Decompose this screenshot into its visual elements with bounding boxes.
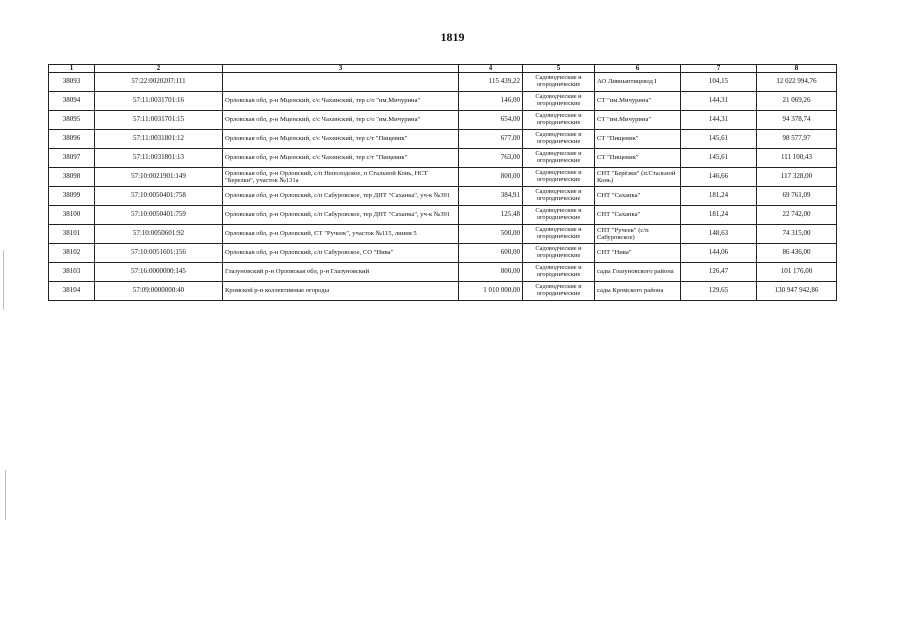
column-header: 1 <box>49 65 95 73</box>
table-row <box>49 111 837 130</box>
land-category-cell: Садоводческие и огороднические <box>523 111 595 130</box>
page-number: 1819 <box>440 30 465 44</box>
table-row <box>49 168 837 187</box>
column-header: 8 <box>757 65 837 73</box>
table-row <box>49 149 837 168</box>
address-cell: Орловская обл, р-н Орловский, с/п Неполодское, п Стальной Конь, НСТ "Березки", участок №131а <box>223 168 459 187</box>
table-row <box>49 130 837 149</box>
cadastral-number-cell: 57:10:0021901:149 <box>95 168 223 187</box>
address-cell: Орловская обл, р-н Мценский, с/с Чахинский, тер с/о "им.Мичурина" <box>223 92 459 111</box>
cadastral-value-cell: 101 176,00 <box>757 263 837 282</box>
organization-name-cell: СНТ "Саханка" <box>595 206 681 225</box>
scan-artifact <box>5 470 6 520</box>
land-category-cell: Садоводческие и огороднические <box>523 282 595 301</box>
row-number-cell: 38104 <box>49 282 95 301</box>
specific-value-cell: 104,15 <box>681 73 757 92</box>
area-cell: 384,91 <box>459 187 523 206</box>
address-cell: Орловская обл, р-н Орловский, с/п Сабуровское, тер ДНТ "Саханка", уч-к №391 <box>223 187 459 206</box>
cadastral-number-cell: 57:11:0031701:16 <box>95 92 223 111</box>
column-header: 2 <box>95 65 223 73</box>
land-category-cell: Садоводческие и огороднические <box>523 263 595 282</box>
land-category-cell: Садоводческие и огороднические <box>523 187 595 206</box>
cadastral-value-cell: 130 947 942,86 <box>757 282 837 301</box>
table-row <box>49 73 837 92</box>
specific-value-cell: 145,61 <box>681 149 757 168</box>
cadastral-value-cell: 94 378,74 <box>757 111 837 130</box>
land-category-cell: Садоводческие и огороднические <box>523 244 595 263</box>
area-cell: 677,00 <box>459 130 523 149</box>
cadastral-number-cell: 57:10:0051601:156 <box>95 244 223 263</box>
table-row <box>49 206 837 225</box>
address-cell: Орловская обл, р-н Мценский, с/с Чахинский, тер с/т "Пищевик" <box>223 130 459 149</box>
address-cell: Кромской р-н коллективные огороды <box>223 282 459 301</box>
cadastral-number-cell: 57:10:0050601:92 <box>95 225 223 244</box>
specific-value-cell: 146,66 <box>681 168 757 187</box>
land-category-cell: Садоводческие и огороднические <box>523 225 595 244</box>
organization-name-cell: СТ "Пищевик" <box>595 149 681 168</box>
row-number-cell: 38100 <box>49 206 95 225</box>
row-number-cell: 38094 <box>49 92 95 111</box>
organization-name-cell: СТ "им.Мичурина" <box>595 111 681 130</box>
cadastral-value-cell: 98 577,97 <box>757 130 837 149</box>
organization-name-cell: АО Ливнынтицевод I <box>595 73 681 92</box>
scan-artifact <box>3 250 4 310</box>
address-cell: Орловская обл, р-н Мценский, с/с Чахинский, тер с/т "Пищевик" <box>223 149 459 168</box>
column-header: 4 <box>459 65 523 73</box>
column-header: 7 <box>681 65 757 73</box>
cadastral-number-cell: 57:09:0000000:40 <box>95 282 223 301</box>
table-row <box>49 282 837 301</box>
land-category-cell: Садоводческие и огороднические <box>523 149 595 168</box>
cadastral-value-cell: 74 315,00 <box>757 225 837 244</box>
table-row <box>49 263 837 282</box>
column-header: 3 <box>223 65 459 73</box>
cadastral-value-cell: 117 328,00 <box>757 168 837 187</box>
specific-value-cell: 148,63 <box>681 225 757 244</box>
row-number-cell: 38096 <box>49 130 95 149</box>
specific-value-cell: 181,24 <box>681 187 757 206</box>
organization-name-cell: СНТ "Берёзки" (п.Стальной Конь) <box>595 168 681 187</box>
cadastral-number-cell: 57:10:0050401:759 <box>95 206 223 225</box>
area-cell: 115 439,22 <box>459 73 523 92</box>
row-number-cell: 38101 <box>49 225 95 244</box>
cadastral-value-cell: 22 742,00 <box>757 206 837 225</box>
specific-value-cell: 144,31 <box>681 92 757 111</box>
address-cell: Глазуновский р-н Орловская обл, р-н Глазуновский <box>223 263 459 282</box>
specific-value-cell: 129,65 <box>681 282 757 301</box>
address-cell: Орловская обл, р-н Орловский, с/п Сабуровское, тер ДНТ "Саханка", уч-к №391 <box>223 206 459 225</box>
table-row <box>49 92 837 111</box>
organization-name-cell: СНТ "Ручеек" (с/п Сабуровское) <box>595 225 681 244</box>
cadastral-number-cell: 57:22:0020207:111 <box>95 73 223 92</box>
organization-name-cell: СНТ "Саханка" <box>595 187 681 206</box>
cadastral-value-cell: 69 761,09 <box>757 187 837 206</box>
table-row <box>49 244 837 263</box>
area-cell: 654,00 <box>459 111 523 130</box>
area-cell: 600,00 <box>459 244 523 263</box>
organization-name-cell: СНТ "Нива" <box>595 244 681 263</box>
area-cell: 125,48 <box>459 206 523 225</box>
row-number-cell: 38098 <box>49 168 95 187</box>
row-number-cell: 38099 <box>49 187 95 206</box>
specific-value-cell: 144,31 <box>681 111 757 130</box>
area-cell: 1 010 000,00 <box>459 282 523 301</box>
address-cell: Орловская обл, р-н Орловский, с/п Сабуровское, СО "Нива" <box>223 244 459 263</box>
cadastral-number-cell: 57:11:0031801:12 <box>95 130 223 149</box>
specific-value-cell: 181,24 <box>681 206 757 225</box>
specific-value-cell: 126,47 <box>681 263 757 282</box>
land-category-cell: Садоводческие и огороднические <box>523 206 595 225</box>
cadastral-value-cell: 86 436,00 <box>757 244 837 263</box>
cadastral-number-cell: 57:11:0031801:13 <box>95 149 223 168</box>
row-number-cell: 38097 <box>49 149 95 168</box>
row-number-cell: 38103 <box>49 263 95 282</box>
cadastral-value-cell: 21 069,26 <box>757 92 837 111</box>
table-row <box>49 187 837 206</box>
area-cell: 800,00 <box>459 263 523 282</box>
land-registry-table <box>48 64 837 301</box>
land-category-cell: Садоводческие и огороднические <box>523 130 595 149</box>
specific-value-cell: 145,61 <box>681 130 757 149</box>
organization-name-cell: СТ "Пищевик" <box>595 130 681 149</box>
cadastral-number-cell: 57:11:0031701:15 <box>95 111 223 130</box>
land-category-cell: Садоводческие и огороднические <box>523 92 595 111</box>
organization-name-cell: сады Глазуновского района <box>595 263 681 282</box>
table-row <box>49 225 837 244</box>
header-row <box>49 65 837 73</box>
column-header: 6 <box>595 65 681 73</box>
cadastral-number-cell: 57:10:0050401:758 <box>95 187 223 206</box>
land-category-cell: Садоводческие и огороднические <box>523 168 595 187</box>
row-number-cell: 38102 <box>49 244 95 263</box>
area-cell: 763,00 <box>459 149 523 168</box>
organization-name-cell: сады Кромского района <box>595 282 681 301</box>
area-cell: 146,00 <box>459 92 523 111</box>
specific-value-cell: 144,06 <box>681 244 757 263</box>
area-cell: 500,00 <box>459 225 523 244</box>
address-cell: Орловская обл, р-н Мценский, с/с Чахинский, тер с/о "им.Мичурина" <box>223 111 459 130</box>
cadastral-number-cell: 57:16:0000000:145 <box>95 263 223 282</box>
address-cell <box>223 73 459 92</box>
cadastral-value-cell: 12 022 994,76 <box>757 73 837 92</box>
land-category-cell: Садоводческие и огороднические <box>523 73 595 92</box>
cadastral-value-cell: 111 100,43 <box>757 149 837 168</box>
row-number-cell: 38093 <box>49 73 95 92</box>
column-header: 5 <box>523 65 595 73</box>
row-number-cell: 38095 <box>49 111 95 130</box>
organization-name-cell: СТ "им.Мичурина" <box>595 92 681 111</box>
address-cell: Орловская обл, р-н Орловский, СТ "Ручеек", участок №115, линия 5 <box>223 225 459 244</box>
area-cell: 800,00 <box>459 168 523 187</box>
